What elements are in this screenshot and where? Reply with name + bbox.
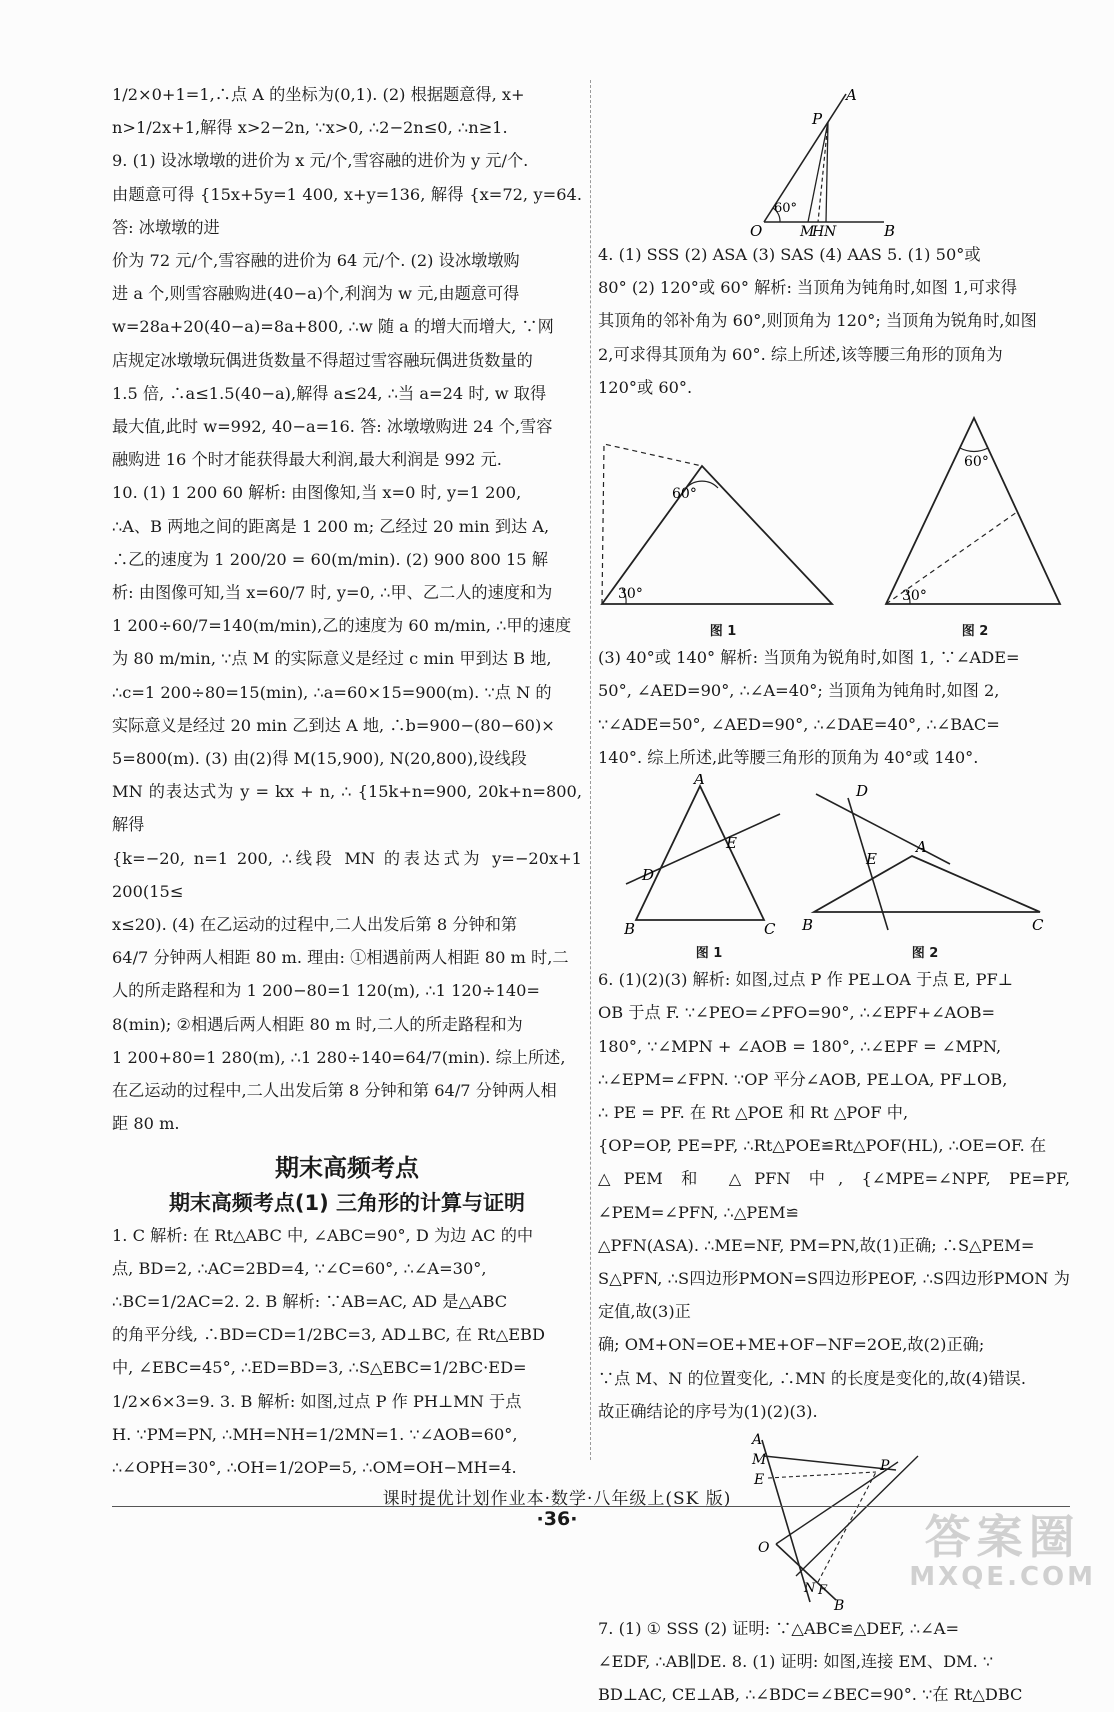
watermark: [909, 1512, 1096, 1592]
text-line: 由题意可得 {15x+5y=1 400, x+y=136, 解得 {x=72, y=64. 答: 冰墩墩的进: [112, 184, 582, 237]
angle-label: 60°: [774, 201, 798, 216]
text-line: 的角平分线, ∴BD=CD=1/2BC=3, AD⊥BC, 在 Rt△EBD: [112, 1325, 545, 1345]
text-line: 店规定冰墩墩玩偶进货数量不得超过雪容融玩偶进货数量的: [112, 350, 533, 370]
text-line: 140°. 综上所述,此等腰三角形的顶角为 40°或 140°.: [598, 747, 979, 767]
text-line: 180°, ∵∠MPN + ∠AOB = 180°, ∴∠EPF = ∠MPN,: [598, 1036, 1002, 1056]
sub-title: 期末高频考点(1) 三角形的计算与证明: [168, 1190, 526, 1215]
text-line: {k=−20, n=1 200, ∴线段 MN 的表达式为 y=−20x+1 200(15≤: [112, 848, 582, 901]
text-line: ∴∠OPH=30°, ∴OH=1/2OP=5, ∴OM=OH−MH=4.: [112, 1457, 517, 1477]
text-line: 10. (1) 1 200 60 解析: 由图像知,当 x=0 时, y=1 200,: [112, 483, 522, 503]
figure-2: [880, 412, 1070, 641]
text-line: 50°, ∠AED=90°, ∴∠A=40°; 当顶角为钝角时,如图 2,: [598, 681, 1000, 701]
text-line: (3) 40°或 140° 解析: 当顶角为锐角时,如图 1, ∵∠ADE=: [598, 648, 1020, 668]
text-line: 距 80 m.: [112, 1114, 180, 1134]
text-line: 1 200÷60/7=140(m/min),乙的速度为 60 m/min, ∴甲的速度: [112, 616, 572, 636]
label-p: P: [880, 1458, 890, 1475]
text-line: ∴c=1 200÷80=15(min), ∴a=60×15=900(m). ∵点 N 的: [112, 682, 552, 702]
text-line: 6. (1)(2)(3) 解析: 如图,过点 P 作 PE⊥OA 于点 E, PF⊥: [598, 970, 1013, 990]
label-c: C: [764, 920, 776, 935]
text-line: △PEM 和 △PFN 中, {∠MPE=∠NPF, PE=PF, ∠PEM=∠PFN, ∴△PEM≌: [598, 1169, 1070, 1222]
text-line: ∴乙的速度为 1 200/20 = 60(m/min). (2) 900 800 15 解: [112, 549, 548, 569]
text-line: 1. C 解析: 在 Rt△ABC 中, ∠ABC=90°, D 为边 AC 的中: [112, 1225, 534, 1245]
text-line: 8(min); ②相遇后两人相距 80 m 时,二人的所走路程和为: [112, 1014, 523, 1034]
triangle-abc-1: [624, 774, 794, 934]
triangle-obtuse: [598, 432, 848, 612]
watermark-url: MXQE.COM: [909, 1562, 1096, 1592]
label-d: D: [856, 782, 869, 801]
label-e: E: [754, 1472, 765, 1489]
text-line: n>1/2x+1,解得 x>2−2n, ∵x>0, ∴2−2n≤0, ∴n≥1.: [112, 118, 508, 138]
figure-2b: [800, 774, 1050, 963]
triangle-figures: [598, 412, 1070, 641]
text-line: 64/7 分钟两人相距 80 m. 理由: ①相遇前两人相距 80 m 时,二: [112, 948, 569, 968]
text-line: OB 于点 F. ∵∠PEO=∠PFO=90°, ∴∠EPF+∠AOB=: [598, 1003, 996, 1023]
text-line: ∴ PE = PF. 在 Rt △POE 和 Rt △POF 中,: [598, 1103, 909, 1123]
text-line: w=28a+20(40−a)=8a+800, ∴w 随 a 的增大而增大, ∵网: [112, 317, 554, 337]
label-a: A: [694, 774, 705, 789]
label-b: B: [884, 222, 896, 238]
text-line: 确; OM+ON=OE+ME+OF−NF=2OE,故(2)正确;: [598, 1335, 985, 1355]
text-line: 4. (1) SSS (2) ASA (3) SAS (4) AAS 5. (1) 50°或: [598, 245, 981, 264]
angle-30: 30°: [902, 588, 927, 605]
figure-1b: [624, 774, 794, 963]
label-m: M: [752, 1452, 767, 1469]
figure-caption: 图 1: [695, 946, 723, 962]
text-line: 故正确结论的序号为(1)(2)(3).: [598, 1401, 818, 1421]
text-line: 最大值,此时 w=992, 40−a=16. 答: 冰墩墩购进 24 个,雪容: [112, 417, 553, 437]
label-o: O: [750, 222, 763, 238]
text-line: 1/2×6×3=9. 3. B 解析: 如图,过点 P 作 PH⊥MN 于点: [112, 1391, 522, 1411]
text-line: S△PFN, ∴S四边形PMON=S四边形PEOF, ∴S四边形PMON 为定值,故(3)正: [598, 1269, 1070, 1322]
text-line: 点, BD=2, ∴AC=2BD=4, ∵∠C=60°, ∴∠A=30°,: [112, 1258, 487, 1278]
label-a: A: [916, 838, 927, 857]
text-line: ∴∠EPM=∠FPN. ∵OP 平分∠AOB, PE⊥OA, PF⊥OB,: [598, 1069, 1008, 1089]
text-line: BD⊥AC, CE⊥AB, ∴∠BDC=∠BEC=90°. ∵在 Rt△DBC: [598, 1685, 1023, 1705]
isosceles-figures: [598, 774, 1070, 963]
page-number: ·36·: [536, 1508, 578, 1530]
text-line: △PFN(ASA). ∴ME=NF, PM=PN,故(1)正确; ∴S△PEM=: [598, 1235, 1035, 1255]
label-n: N: [804, 1581, 816, 1597]
label-b: B: [624, 920, 636, 935]
label-a: A: [846, 88, 857, 104]
text-line: ∴A、B 两地之间的距离是 1 200 m; 乙经过 20 min 到达 A,: [112, 516, 550, 536]
figure-1: [598, 432, 848, 641]
label-f: F: [818, 1583, 828, 1599]
triangle-abc-2: [800, 774, 1050, 934]
text-line: ∠EDF, ∴AB∥DE. 8. (1) 证明: 如图,连接 EM、DM. ∵: [598, 1652, 994, 1672]
text-line: x≤20). (4) 在乙运动的过程中,二人出发后第 8 分钟和第: [112, 915, 518, 935]
label-a: A: [752, 1432, 763, 1449]
text-line: ∵∠ADE=50°, ∠AED=90°, ∴∠DAE=40°, ∴∠BAC=: [598, 714, 1000, 734]
figure-caption: 图 2: [911, 946, 939, 962]
text-line: 析: 由图像可知,当 x=60/7 时, y=0, ∴甲、乙二人的速度和为: [112, 583, 553, 603]
label-e: E: [866, 850, 877, 869]
watermark-logo: 答案圈: [924, 1510, 1081, 1564]
left-column: [112, 78, 582, 1484]
label-n: N: [824, 224, 837, 238]
label-d: D: [642, 866, 655, 885]
text-line: H. ∵PM=PN, ∴MH=NH=1/2MN=1. ∵∠AOB=60°,: [112, 1424, 518, 1444]
text-line: 120°或 60°.: [598, 377, 693, 397]
figure-angle-pmn: [734, 88, 934, 238]
text-line: 实际意义是经过 20 min 乙到达 A 地, ∴b=900−(80−60)×: [112, 715, 555, 735]
label-b: B: [802, 916, 814, 935]
text-line: 融购进 16 个时才能获得最大利润,最大利润是 992 元.: [112, 450, 502, 470]
label-p: P: [812, 110, 823, 128]
label-h: H: [812, 224, 825, 238]
text-line: 为 80 m/min, ∵点 M 的实际意义是经过 c min 甲到达 B 地,: [112, 649, 552, 669]
text-line: 中, ∠EBC=45°, ∴ED=BD=3, ∴S△EBC=1/2BC·ED=: [112, 1358, 527, 1378]
text-line: 进 a 个,则雪容融购进(40−a)个,利润为 w 元,由题意可得: [112, 284, 520, 304]
text-line: MN 的表达式为 y = kx + n, ∴ {15k+n=900, 20k+n=800, 解得: [112, 782, 582, 835]
text-line: 其顶角的邻补角为 60°,则顶角为 120°; 当顶角为锐角时,如图: [598, 311, 1037, 331]
text-line: ∴BC=1/2AC=2. 2. B 解析: ∵AB=AC, AD 是△ABC: [112, 1291, 508, 1311]
text-line: 1.5 倍, ∴a≤1.5(40−a),解得 a≤24, ∴当 a=24 时, w 取得: [112, 383, 547, 403]
text-line: 2,可求得其顶角为 60°. 综上所述,该等腰三角形的顶角为: [598, 344, 1003, 364]
figure-caption: 图 1: [709, 624, 737, 640]
text-line: 人的所走路程和为 1 200−80=1 120(m), ∴1 120÷140=: [112, 981, 540, 1001]
angle-30: 30°: [618, 586, 643, 603]
right-column: [598, 88, 1070, 1712]
angle-60: 60°: [672, 486, 697, 503]
text-line: {OP=OP, PE=PF, ∴Rt△POE≌Rt△POF(HL), ∴OE=OF. 在: [598, 1136, 1047, 1156]
text-line: 1/2×0+1=1,∴点 A 的坐标为(0,1). (2) 根据题意得, x+: [112, 85, 525, 104]
label-e: E: [726, 834, 737, 853]
triangle-acute: [880, 412, 1070, 612]
label-b: B: [834, 1598, 845, 1613]
angle-60: 60°: [964, 454, 989, 471]
text-line: 7. (1) ① SSS (2) 证明: ∵△ABC≌△DEF, ∴∠A=: [598, 1619, 960, 1639]
label-c: C: [1032, 916, 1044, 935]
text-line: ∵点 M、N 的位置变化, ∴MN 的长度是变化的,故(4)错误.: [598, 1368, 1026, 1388]
column-divider: [590, 80, 591, 1460]
text-line: 价为 72 元/个,雪容融的进价为 64 元/个. (2) 设冰墩墩购: [112, 251, 520, 271]
footer-book-title: 课时提优计划作业本·数学·八年级上(SK 版): [382, 1489, 732, 1509]
text-line: 5=800(m). (3) 由(2)得 M(15,900), N(20,800),设线段: [112, 749, 527, 769]
label-m: M: [800, 224, 815, 238]
text-line: 1 200+80=1 280(m), ∴1 280÷140=64/7(min). 综上所述,: [112, 1047, 566, 1067]
figure-caption: 图 2: [961, 624, 989, 640]
text-line: 80° (2) 120°或 60° 解析: 当顶角为钝角时,如图 1,可求得: [598, 278, 1018, 298]
text-line: 在乙运动的过程中,二人出发后第 8 分钟和第 64/7 分钟两人相: [112, 1081, 557, 1101]
section-title: 期末高频考点: [275, 1153, 419, 1182]
label-o: O: [758, 1540, 770, 1557]
text-line: 9. (1) 设冰墩墩的进价为 x 元/个,雪容融的进价为 y 元/个.: [112, 151, 529, 171]
